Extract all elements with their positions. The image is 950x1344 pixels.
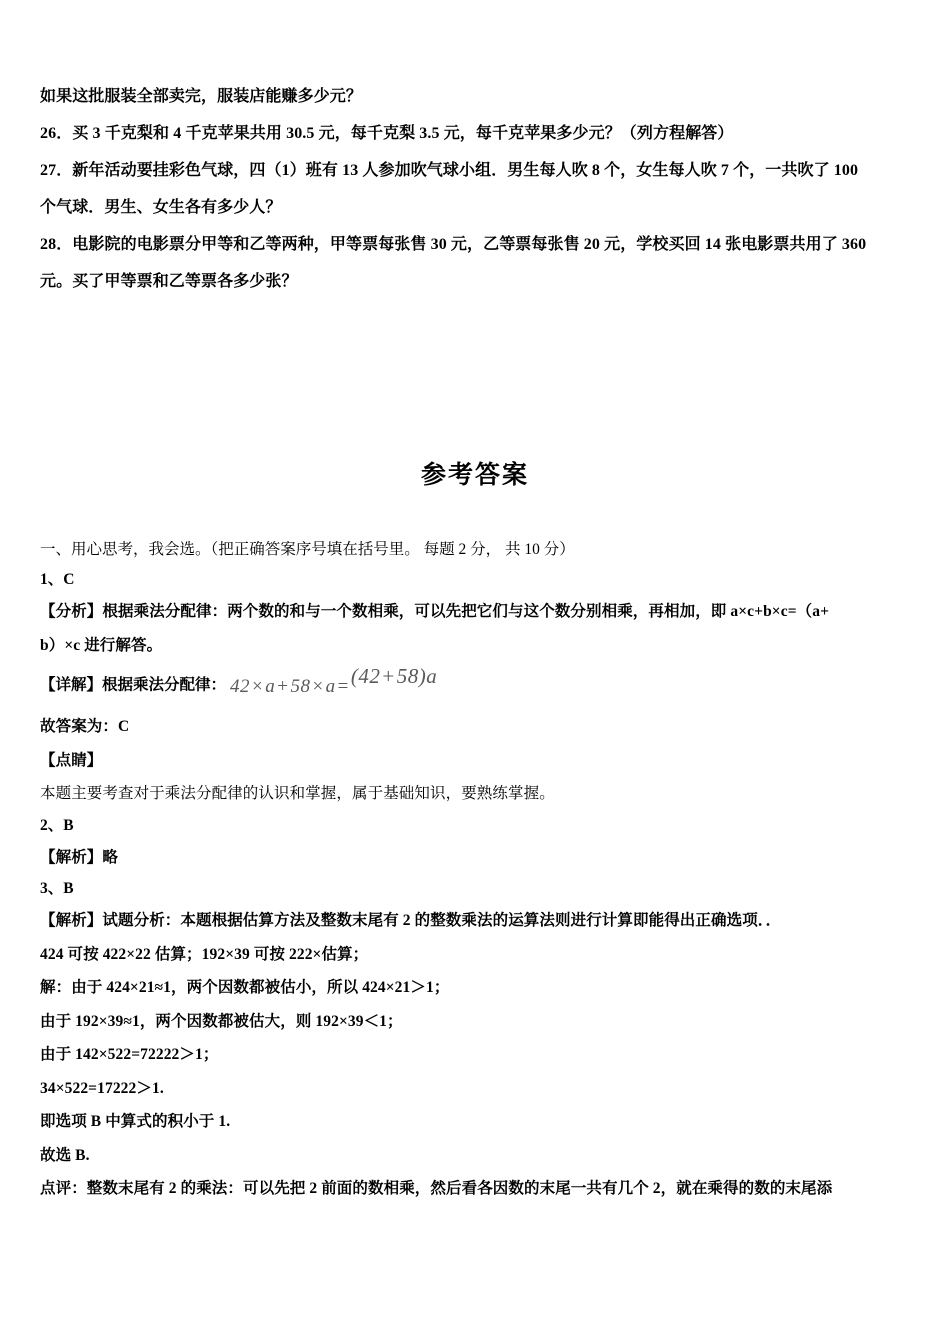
answer-key-2: 2、B: [40, 816, 74, 834]
answer-3-explanation-line-2: 424 可按 422×22 估算；192×39 可按 222×估算；: [40, 945, 369, 963]
section-heading-choice: 一、用心思考，我会选。（把正确答案序号填在括号里。 每题 2 分， 共 10 分）: [40, 541, 575, 558]
question-28: 28．电影院的电影票分甲等和乙等两种，甲等票每张售 30 元，乙等票每张售 20 元，学校买回 14 张电影票共用了 360: [40, 236, 867, 253]
answer-key-1: 1、C: [40, 571, 75, 588]
question-27: 27．新年活动要挂彩色气球，四（1）班有 13 人参加吹气球小组．男生每人吹 8 个，女生每人吹 7 个，一共吹了 100: [40, 162, 859, 179]
answer-3-explanation-line-3: 解：由于 424×21≈1，两个因数都被估小，所以 424×21＞1；: [40, 979, 450, 996]
question-continuation-line: 如果这批服装全部卖完，服装店能赚多少元？: [40, 88, 363, 105]
math-formula-right-side: (42+58)a: [350, 664, 438, 688]
answer-1-analysis-line-2: b）×c 进行解答。: [40, 636, 163, 654]
answers-block: [40, 535, 910, 1206]
answer-2-explanation: 【解析】略: [40, 848, 119, 866]
answer-1-tip-text: 本题主要考查对于乘法分配律的认识和掌握，属于基础知识，要熟练掌握。: [40, 785, 555, 802]
answer-3-explanation-line-5: 由于 142×522=72222＞1；: [40, 1046, 219, 1063]
answer-key-3: 3、B: [40, 880, 74, 897]
answer-1-tip-label: 【点睛】: [40, 751, 103, 769]
question-27-wrap: 个气球．男生、女生各有多少人？: [40, 199, 282, 216]
answer-key-title: 参考答案: [420, 461, 529, 489]
answer-1-detail-label: 【详解】根据乘法分配律：: [40, 676, 227, 694]
question-26: 26．买 3 千克梨和 4 千克苹果共用 30.5 元，每千克梨 3.5 元，每千克苹果多少元？（列方程解答）: [40, 125, 734, 142]
exam-questions-block: [40, 0, 910, 300]
answer-3-explanation-line-1: 【解析】试题分析：本题根据估算方法及整数末尾有 2 的整数乘法的运算法则进行计算即能得出正确选项．．: [40, 912, 782, 929]
math-formula-distributive-law: 42 × a + 58 × a =(42+58)a: [230, 662, 437, 710]
question-28-wrap: 元。买了甲等票和乙等票各多少张？: [40, 273, 298, 290]
answer-1-analysis-line-1: 【分析】根据乘法分配律：两个数的和与一个数相乘，可以先把它们与这个数分别相乘，再相加，即 a×c+b×c=（a+: [40, 603, 830, 620]
answer-1-detail-row: [40, 662, 910, 710]
answer-3-comment-line: 点评：整数末尾有 2 的乘法：可以先把 2 前面的数相乘，然后看各因数的末尾一共有几个 2，就在乘得的数的末尾添: [40, 1180, 833, 1197]
answer-3-explanation-line-4: 由于 192×39≈1，两个因数都被估大，则 192×39＜1；: [40, 1012, 403, 1030]
answer-3-explanation-line-8: 故选 B.: [40, 1146, 90, 1164]
answer-3-explanation-line-7: 即选项 B 中算式的积小于 1.: [40, 1113, 231, 1130]
answer-1-conclusion: 故答案为：C: [40, 718, 130, 735]
answer-3-explanation-line-6: 34×522=17222＞1.: [40, 1079, 164, 1097]
